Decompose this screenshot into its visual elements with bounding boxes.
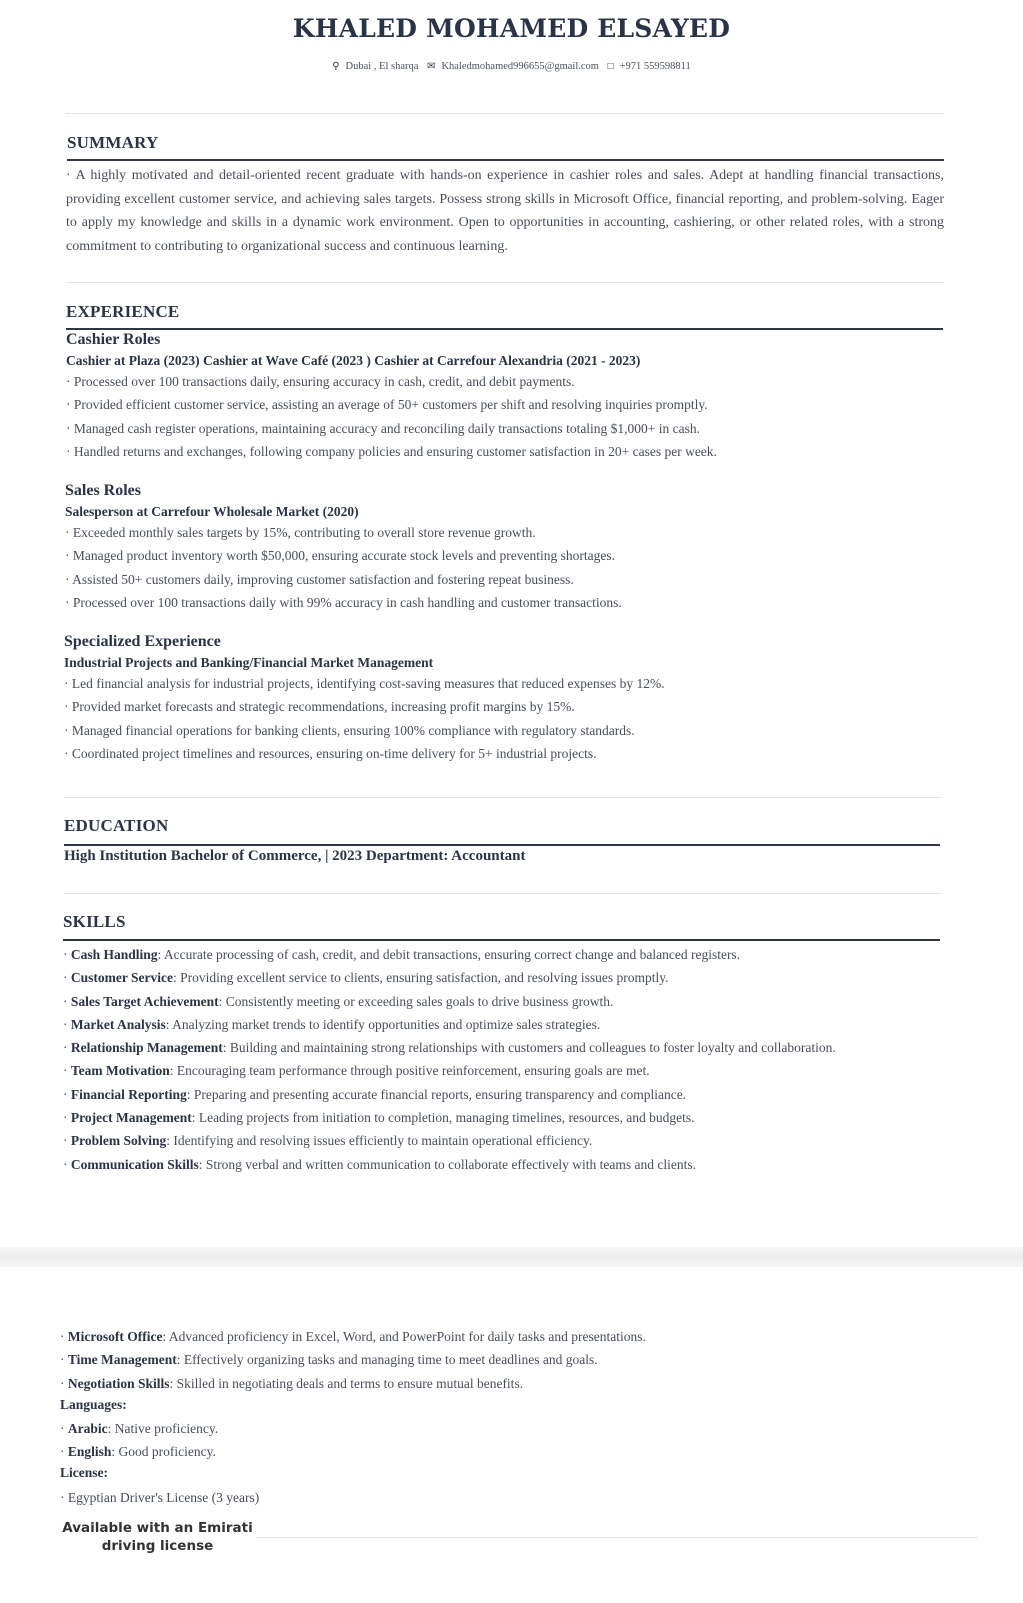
- list-item: · Provided efficient customer service, assisting an average of 50+ customers per shift and resolving inquiries promptly.: [66, 393, 717, 416]
- location-pin-icon: ⚲: [332, 61, 340, 72]
- skill-item: [60, 1348, 646, 1371]
- list-item: · Exceeded monthly sales targets by 15%, contributing to overall store revenue growth.: [65, 521, 622, 544]
- phone[interactable]: +971 559598811: [619, 61, 691, 72]
- list-item: · Led financial analysis for industrial projects, identifying cost-saving measures that reduced expenses by 12%.: [64, 672, 665, 695]
- education-heading: EDUCATION: [64, 816, 169, 835]
- list-item: · Coordinated project timelines and resources, ensuring on-time delivery for 5+ industrial projects.: [64, 742, 665, 765]
- skill-item: [60, 1372, 646, 1395]
- list-item: · Assisted 50+ customers daily, improving customer satisfaction and fostering repeat business.: [65, 568, 622, 591]
- group-subtitle: Industrial Projects and Banking/Financial Market Management: [64, 655, 434, 670]
- section-rule: [64, 844, 940, 846]
- item-text: : Skilled in negotiating deals and terms to ensure mutual benefits.: [169, 1375, 524, 1391]
- section-rule: [66, 328, 943, 330]
- license-list: [60, 1486, 259, 1509]
- item-text: : Effectively organizing tasks and managing time to meet deadlines and goals.: [176, 1352, 598, 1368]
- languages-heading: Languages:: [60, 1397, 127, 1412]
- divider: [64, 797, 942, 798]
- item-text: : Accurate processing of cash, credit, and debit transactions, ensuring correct change and balanced registers.: [157, 947, 741, 962]
- group-title: Cashier Roles: [66, 331, 161, 348]
- item-text: : Strong verbal and written communication to collaborate effectively with teams and clients.: [198, 1156, 697, 1172]
- group-title: Specialized Experience: [64, 633, 221, 650]
- item-label: Communication Skills: [70, 1156, 199, 1172]
- skill-item: [63, 990, 836, 1013]
- item-label: Microsoft Office: [67, 1329, 163, 1344]
- item-label: Cash Handling: [70, 947, 158, 962]
- item-text: : Providing excellent service to clients, ensuring satisfaction, and resolving issues promptly.: [172, 970, 669, 986]
- location: Dubai , El sharqa: [345, 61, 419, 72]
- skill-item: [63, 1036, 836, 1059]
- language-item: [60, 1417, 218, 1440]
- item-label: Project Management: [70, 1110, 192, 1126]
- item-label: Arabic: [67, 1421, 108, 1436]
- email[interactable]: Khaledmohamed996655@gmail.com: [441, 61, 599, 72]
- section-rule: [63, 939, 940, 941]
- emirati-license-note: [60, 1519, 255, 1555]
- phone-icon: □: [607, 61, 614, 72]
- item-text: : Good proficiency.: [111, 1444, 216, 1460]
- skill-item: [63, 1059, 836, 1082]
- note-line: Available with an Emirati: [62, 1520, 253, 1536]
- item-text: : Advanced proficiency in Excel, Word, and PowerPoint for daily tasks and presentations.: [162, 1329, 646, 1344]
- languages-list: [60, 1417, 218, 1464]
- item-text: : Leading projects from initiation to completion, managing timelines, resources, and budgets.: [191, 1110, 695, 1126]
- group-subtitle: Salesperson at Carrefour Wholesale Market (2020): [65, 504, 359, 519]
- skill-item: [63, 966, 836, 989]
- education-text: High Institution Bachelor of Commerce, | 2023 Department: Accountant: [64, 848, 526, 864]
- list-item: · Processed over 100 transactions daily, ensuring accuracy in cash, credit, and debit payments.: [66, 370, 717, 393]
- divider: [256, 1537, 978, 1538]
- item-label: Negotiation Skills: [67, 1375, 170, 1391]
- experience-group-specialized: [64, 633, 665, 765]
- item-label: Relationship Management: [70, 1040, 223, 1056]
- skill-item: [63, 1153, 836, 1176]
- list-item: · Managed product inventory worth $50,000, ensuring accurate stock levels and preventing shortages.: [65, 544, 622, 567]
- list-item: · Processed over 100 transactions daily with 99% accuracy in cash handling and customer transactions.: [65, 591, 622, 614]
- item-label: English: [67, 1444, 112, 1460]
- divider: [66, 113, 944, 114]
- candidate-name: KHALED MOHAMED ELSAYED: [292, 14, 731, 43]
- item-text: : Encouraging team performance through positive reinforcement, ensuring goals are met.: [169, 1063, 650, 1079]
- language-item: [60, 1440, 218, 1463]
- item-label: Sales Target Achievement: [70, 993, 219, 1009]
- section-rule: [67, 159, 944, 161]
- experience-group-cashier: [66, 331, 717, 463]
- item-text: : Analyzing market trends to identify opportunities and optimize sales strategies.: [165, 1016, 601, 1032]
- item-label: Time Management: [67, 1352, 177, 1368]
- item-text: : Native proficiency.: [107, 1421, 219, 1436]
- item-label: Problem Solving: [70, 1133, 167, 1149]
- item-text: : Preparing and presenting accurate financial reports, ensuring transparency and compliance.: [186, 1086, 687, 1102]
- skills-list-continued: [60, 1325, 646, 1395]
- list-item: · Provided market forecasts and strategic recommendations, increasing profit margins by 15%.: [64, 695, 665, 718]
- item-label: Team Motivation: [70, 1063, 170, 1079]
- skill-item: [63, 943, 836, 966]
- group-title: Sales Roles: [65, 482, 141, 499]
- item-label: Market Analysis: [70, 1016, 166, 1032]
- skills-heading: SKILLS: [63, 912, 126, 931]
- skill-item: [63, 1083, 836, 1106]
- note-line: driving license: [101, 1538, 214, 1554]
- divider: [66, 282, 944, 283]
- contact-info: [0, 61, 1023, 72]
- email-icon: ✉: [427, 61, 436, 72]
- item-text: : Identifying and resolving issues efficiently to maintain operational efficiency.: [166, 1133, 593, 1149]
- page-break: [0, 1247, 1023, 1267]
- summary-text: · A highly motivated and detail-oriented recent graduate with hands-on experience in cashier roles and sales. Adept at handling financial transactions, providing excellent customer service, and achieving sales targets. Possess strong skills in Microsoft Office, financial reporting, and problem-solving. Eager to apply my knowledge and skills in a dynamic work environment. Open to opportunities in accounting, cashiering, or other related roles, with a strong commitment to contributing to organizational success and continuous learning.: [66, 168, 944, 254]
- divider: [64, 893, 942, 894]
- skill-item: [63, 1129, 836, 1152]
- skill-item: [63, 1106, 836, 1129]
- license-item: · Egyptian Driver's License (3 years): [60, 1486, 259, 1509]
- skill-item: [63, 1013, 836, 1036]
- license-heading: License:: [60, 1465, 108, 1480]
- list-item: · Handled returns and exchanges, following company policies and ensuring customer satisfaction in 20+ cases per week.: [66, 440, 717, 463]
- summary-paragraph: A highly motivated and detail-oriented recent graduate with hands-on experience in cashier roles and sales. Adept at handling financial transactions, providing excellent customer service, and achieving sales targets. Possess strong skills in Microsoft Office, financial reporting, and problem-solving. Eager to apply my knowledge and skills in a dynamic work environment. Open to opportunities in accounting, cashiering, or other related roles, with a strong commitment to contributing to organizational success and continuous learning.: [66, 168, 944, 254]
- skills-list: [63, 943, 836, 1176]
- item-label: Financial Reporting: [70, 1086, 187, 1102]
- item-text: : Building and maintaining strong relationships with customers and colleagues to foster loyalty and collaboration.: [222, 1040, 836, 1056]
- skill-item: [60, 1325, 646, 1348]
- item-label: Customer Service: [70, 970, 173, 986]
- group-subtitle: Cashier at Plaza (2023) Cashier at Wave Café (2023 ) Cashier at Carrefour Alexandria (2021 - 2023): [66, 353, 641, 368]
- item-text: : Consistently meeting or exceeding sales goals to drive business growth.: [218, 993, 614, 1009]
- summary-heading: SUMMARY: [67, 133, 159, 152]
- list-item: · Managed cash register operations, maintaining accuracy and reconciling daily transactions totaling $1,000+ in cash.: [66, 417, 717, 440]
- experience-heading: EXPERIENCE: [66, 302, 180, 321]
- experience-group-sales: [65, 482, 622, 614]
- list-item: · Managed financial operations for banking clients, ensuring 100% compliance with regulatory standards.: [64, 719, 665, 742]
